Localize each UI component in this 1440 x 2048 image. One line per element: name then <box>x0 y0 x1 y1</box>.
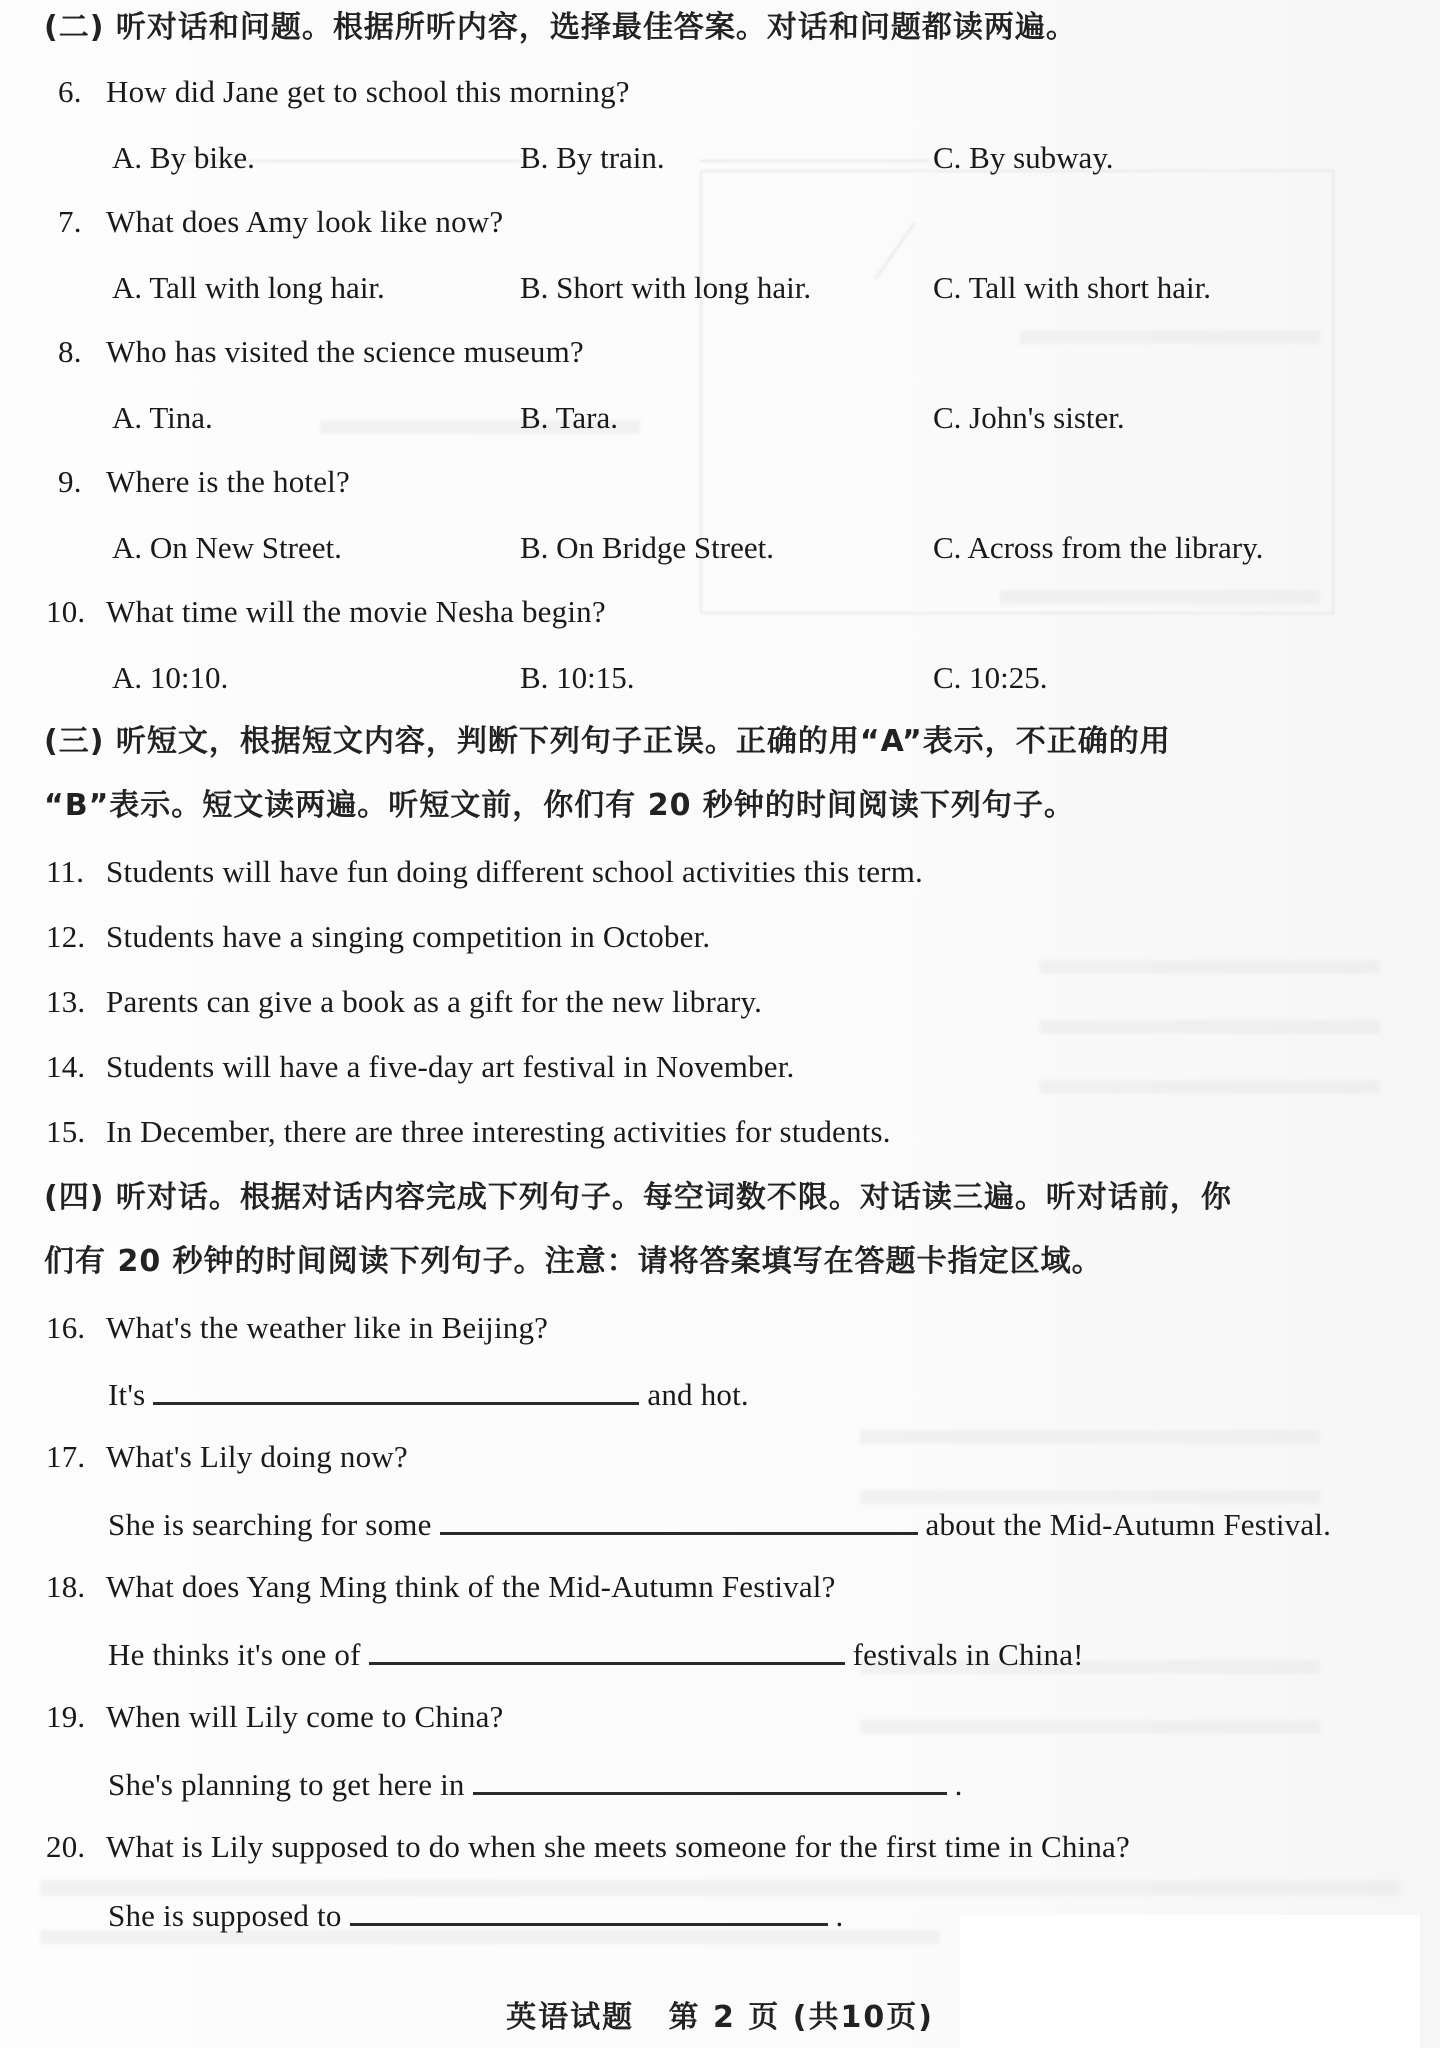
bleed-through-text <box>860 1720 1320 1734</box>
statement-number: 11. <box>46 854 85 889</box>
page-footer <box>0 1992 1440 2036</box>
answer-suffix: festivals in China! <box>852 1637 1084 1672</box>
bleed-through-text <box>1020 330 1320 344</box>
answer-suffix: . <box>954 1767 963 1802</box>
option-9c[interactable]: C. Across from the library. <box>933 530 1264 565</box>
bleed-through-line <box>700 160 930 162</box>
statement-text: Students will have a five-day art festival in November. <box>106 1049 795 1084</box>
option-6b[interactable]: B. By train. <box>520 140 665 175</box>
question-number: 10. <box>46 594 86 629</box>
question-16 <box>46 1308 548 1348</box>
bleed-through-text <box>1040 960 1380 974</box>
blank-19[interactable] <box>473 1762 947 1795</box>
question-9 <box>58 462 350 502</box>
option-10c[interactable]: C. 10:25. <box>933 660 1048 695</box>
statement-number: 14. <box>46 1049 86 1084</box>
question-6 <box>58 72 630 112</box>
answer-suffix: about the Mid-Autumn Festival. <box>925 1507 1332 1542</box>
option-7a[interactable]: A. Tall with long hair. <box>112 270 385 305</box>
question-number: 8. <box>58 334 82 369</box>
option-8a[interactable]: A. Tina. <box>112 400 213 435</box>
option-6c[interactable]: C. By subway. <box>933 140 1114 175</box>
blank-18[interactable] <box>369 1632 845 1665</box>
option-7b[interactable]: B. Short with long hair. <box>520 270 812 305</box>
question-number: 17. <box>46 1439 86 1474</box>
answer-suffix: . <box>835 1898 844 1933</box>
question-19 <box>46 1697 504 1737</box>
option-8b[interactable]: B. Tara. <box>520 400 618 435</box>
statement-text: Students will have fun doing different school activities this term. <box>106 854 923 889</box>
question-text: What is Lily supposed to do when she meets someone for the first time in China? <box>106 1829 1130 1864</box>
answer-prefix: She is searching for some <box>108 1507 432 1542</box>
bleed-through-text <box>1000 590 1320 604</box>
option-6a[interactable]: A. By bike. <box>112 140 255 175</box>
question-number: 18. <box>46 1569 86 1604</box>
question-text: Who has visited the science museum? <box>106 334 584 369</box>
bleed-through-text <box>860 1430 1320 1444</box>
option-9b[interactable]: B. On Bridge Street. <box>520 530 774 565</box>
question-text: What's the weather like in Beijing? <box>106 1310 549 1345</box>
bleed-through-text <box>1040 1020 1380 1034</box>
statement-11 <box>46 852 923 892</box>
question-10 <box>46 592 606 632</box>
question-number: 9. <box>58 464 82 499</box>
question-text: Where is the hotel? <box>106 464 350 499</box>
statement-number: 15. <box>46 1114 86 1149</box>
statement-13 <box>46 982 762 1022</box>
answer-line-18 <box>108 1632 1084 1675</box>
answer-suffix: and hot. <box>647 1377 749 1412</box>
answer-line-19 <box>108 1762 963 1805</box>
question-number: 20. <box>46 1829 86 1864</box>
blank-17[interactable] <box>440 1502 918 1535</box>
question-20 <box>46 1827 1130 1867</box>
part2-heading: (二) 听对话和问题。根据所听内容，选择最佳答案。对话和问题都读两遍。 <box>44 10 1077 45</box>
question-18 <box>46 1567 836 1607</box>
question-text: What does Amy look like now? <box>106 204 504 239</box>
answer-prefix: It's <box>108 1377 146 1412</box>
question-text: How did Jane get to school this morning? <box>106 74 630 109</box>
part3-heading-line1: (三) 听短文，根据短文内容，判断下列句子正误。正确的用“A”表示，不正确的用 <box>44 724 1171 759</box>
statement-12 <box>46 917 710 957</box>
question-number: 16. <box>46 1310 86 1345</box>
statement-15 <box>46 1112 891 1152</box>
answer-line-20 <box>108 1893 843 1936</box>
blank-20[interactable] <box>350 1893 828 1926</box>
answer-prefix: He thinks it's one of <box>108 1637 361 1672</box>
statement-text: Students have a singing competition in October. <box>106 919 711 954</box>
question-8 <box>58 332 584 372</box>
question-number: 19. <box>46 1699 86 1734</box>
option-7c[interactable]: C. Tall with short hair. <box>933 270 1211 305</box>
question-7 <box>58 202 503 242</box>
statement-text: Parents can give a book as a gift for the new library. <box>106 984 763 1019</box>
option-8c[interactable]: C. John's sister. <box>933 400 1125 435</box>
answer-line-17 <box>108 1502 1331 1545</box>
statement-number: 13. <box>46 984 86 1019</box>
question-number: 7. <box>58 204 82 239</box>
question-17 <box>46 1437 408 1477</box>
question-text: What time will the movie Nesha begin? <box>106 594 606 629</box>
answer-prefix: She's planning to get here in <box>108 1767 465 1802</box>
question-number: 6. <box>58 74 82 109</box>
question-text: What does Yang Ming think of the Mid-Autumn Festival? <box>106 1569 836 1604</box>
question-text: What's Lily doing now? <box>106 1439 408 1474</box>
option-10a[interactable]: A. 10:10. <box>112 660 229 695</box>
statement-number: 12. <box>46 919 86 954</box>
answer-line-16 <box>108 1372 749 1415</box>
part3-heading-line2: “B”表示。短文读两遍。听短文前，你们有 20 秒钟的时间阅读下列句子。 <box>44 788 1075 823</box>
part4-heading-line1: (四) 听对话。根据对话内容完成下列句子。每空词数不限。对话读三遍。听对话前，你 <box>44 1180 1232 1215</box>
blank-16[interactable] <box>153 1372 639 1405</box>
question-text: When will Lily come to China? <box>106 1699 504 1734</box>
statement-text: In December, there are three interesting activities for students. <box>106 1114 891 1149</box>
part4-heading-line2: 们有 20 秒钟的时间阅读下列句子。注意：请将答案填写在答题卡指定区域。 <box>44 1244 1103 1279</box>
option-10b[interactable]: B. 10:15. <box>520 660 635 695</box>
footer-subject: 英语试题 <box>506 2000 635 2035</box>
bleed-through-text <box>1040 1080 1380 1094</box>
answer-prefix: She is supposed to <box>108 1898 342 1933</box>
footer-page-label: 第 2 页 (共10页) <box>668 2000 934 2035</box>
option-9a[interactable]: A. On New Street. <box>112 530 342 565</box>
statement-14 <box>46 1047 795 1087</box>
